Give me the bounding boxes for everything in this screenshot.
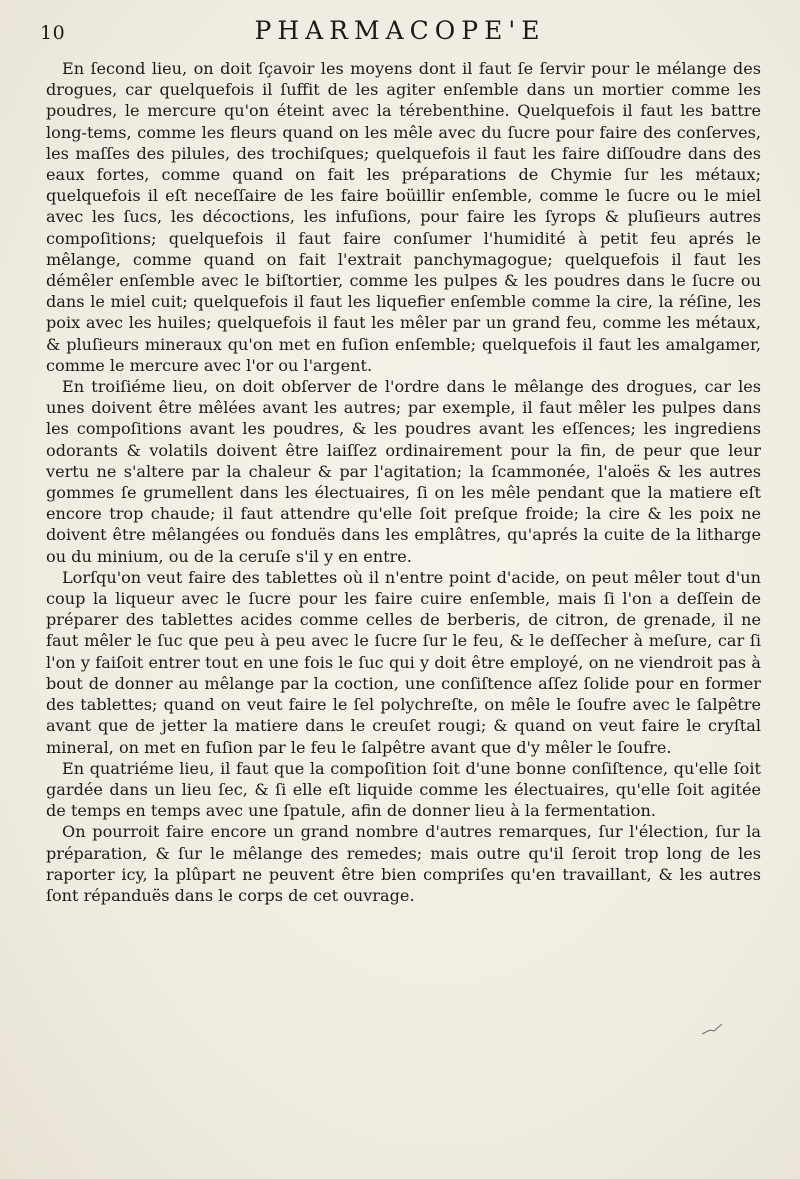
paragraph-tablettes: Lorſqu'on veut faire des tablettes où il n'entre point d'acide, on peut mêler tout d'un coup la liqueur avec le ſucre pour les faire cuire enſemble, mais ſi l'on a deſſein de préparer des tablettes acides comme celles de berberis, de citron, de grenade, il ne faut mêler le ſuc que peu à peu avec le ſucre ſur le feu, & le deſſecher à meſure, car ſi l'on y faiſoit entrer tout en une fois le ſuc qui y doit être employé, on ne viendroit pas à bout de donner au mêlange par la coction, une conſiſtence aſſez ſolide pour en former des tablettes; quand on veut faire le ſel polychreſte, on mêle le ſoufre avec le ſalpêtre avant que de jetter la matiere dans le creuſet rougi; & quand on veut faire le cryſtal mineral, on met en fuſion par le feu le ſalpêtre avant que d'y mêler le ſoufre.: [46, 567, 761, 757]
running-head: PHARMACOPE'E: [254, 16, 546, 45]
page-number: 10: [40, 22, 66, 44]
ink-mark: [700, 1022, 724, 1036]
paragraph-second-point: En ſecond lieu, on doit ſçavoir les moyens dont il faut ſe ſervir pour le mélange des drogues, car quelquefois il ſuffit de les agiter enſemble dans un mortier comme les poudres, le mercure qu'on éteint avec la térebenthine. Quelquefois il faut les battre long-tems, comme les fleurs quand on les mêle avec du ſucre pour faire des conſerves, les maſſes des pilules, des trochiſques; quelquefois il faut les faire diſſoudre dans des eaux fortes, comme quand on fait les préparations de Chymie ſur les métaux; quelquefois il eſt neceſſaire de les faire boüillir enſemble, comme le ſucre ou le miel avec les ſucs, les décoctions, les infuſions, pour faire les ſyrops & pluſieurs autres compoſitions; quelquefois il faut faire conſumer l'humidité à petit feu aprés le mêlange, comme quand on fait l'extrait panchymagogue; quelquefois il faut les démêler enſemble avec le biſtortier, comme les pulpes & les poudres dans le ſucre ou dans le miel cuit; quelquefois il faut les liquefier enſemble comme la cire, la réſine, les poix avec les huiles; quelquefois il faut les mêler par un grand feu, comme les métaux, & pluſieurs mineraux qu'on met en fuſion enſemble; quelquefois il faut les amalgamer, comme le mercure avec l'or ou l'argent.: [46, 59, 761, 375]
page-header: [40, 16, 760, 56]
body-text: [46, 58, 761, 906]
paragraph-third-point: En troiſiéme lieu, on doit obſerver de l'ordre dans le mêlange des drogues, car les unes doivent être mêlées avant les autres; par exemple, il faut mêler les pulpes dans les compoſitions avant les poudres, & les poudres avant les eſſences; les ingrediens odorants & volatils doivent être laiſſez ordinairement pour la fin, de peur que leur vertu ne s'altere par la chaleur & par l'agitation; la ſcammonée, l'aloës & les autres gommes ſe grumellent dans les électuaires, ſi on les mêle pendant que la matiere eſt encore trop chaude; il faut attendre qu'elle ſoit preſque froide; la cire & les poix ne doivent être mêlangées ou fonduës dans les emplâtres, qu'aprés la cuite de la litharge ou du minium, ou de la ceruſe s'il y en entre.: [46, 377, 761, 566]
paragraph-fourth-point: En quatriéme lieu, il faut que la compoſition ſoit d'une bonne conſiſtence, qu'elle ſoit gardée dans un lieu ſec, & ſi elle eſt liquide comme les électuaires, qu'elle ſoit agitée de temps en temps avec une ſpatule, afin de donner lieu à la fermentation.: [46, 758, 761, 821]
paragraph-conclusion: On pourroit faire encore un grand nombre d'autres remarques, ſur l'élection, ſur la préparation, & ſur le mêlange des remedes; mais outre qu'il ſeroit trop long de les raporter icy, la plûpart ne peuvent être bien compriſes qu'en travaillant, & les autres ſont répanduës dans le corps de cet ouvrage.: [46, 822, 761, 905]
